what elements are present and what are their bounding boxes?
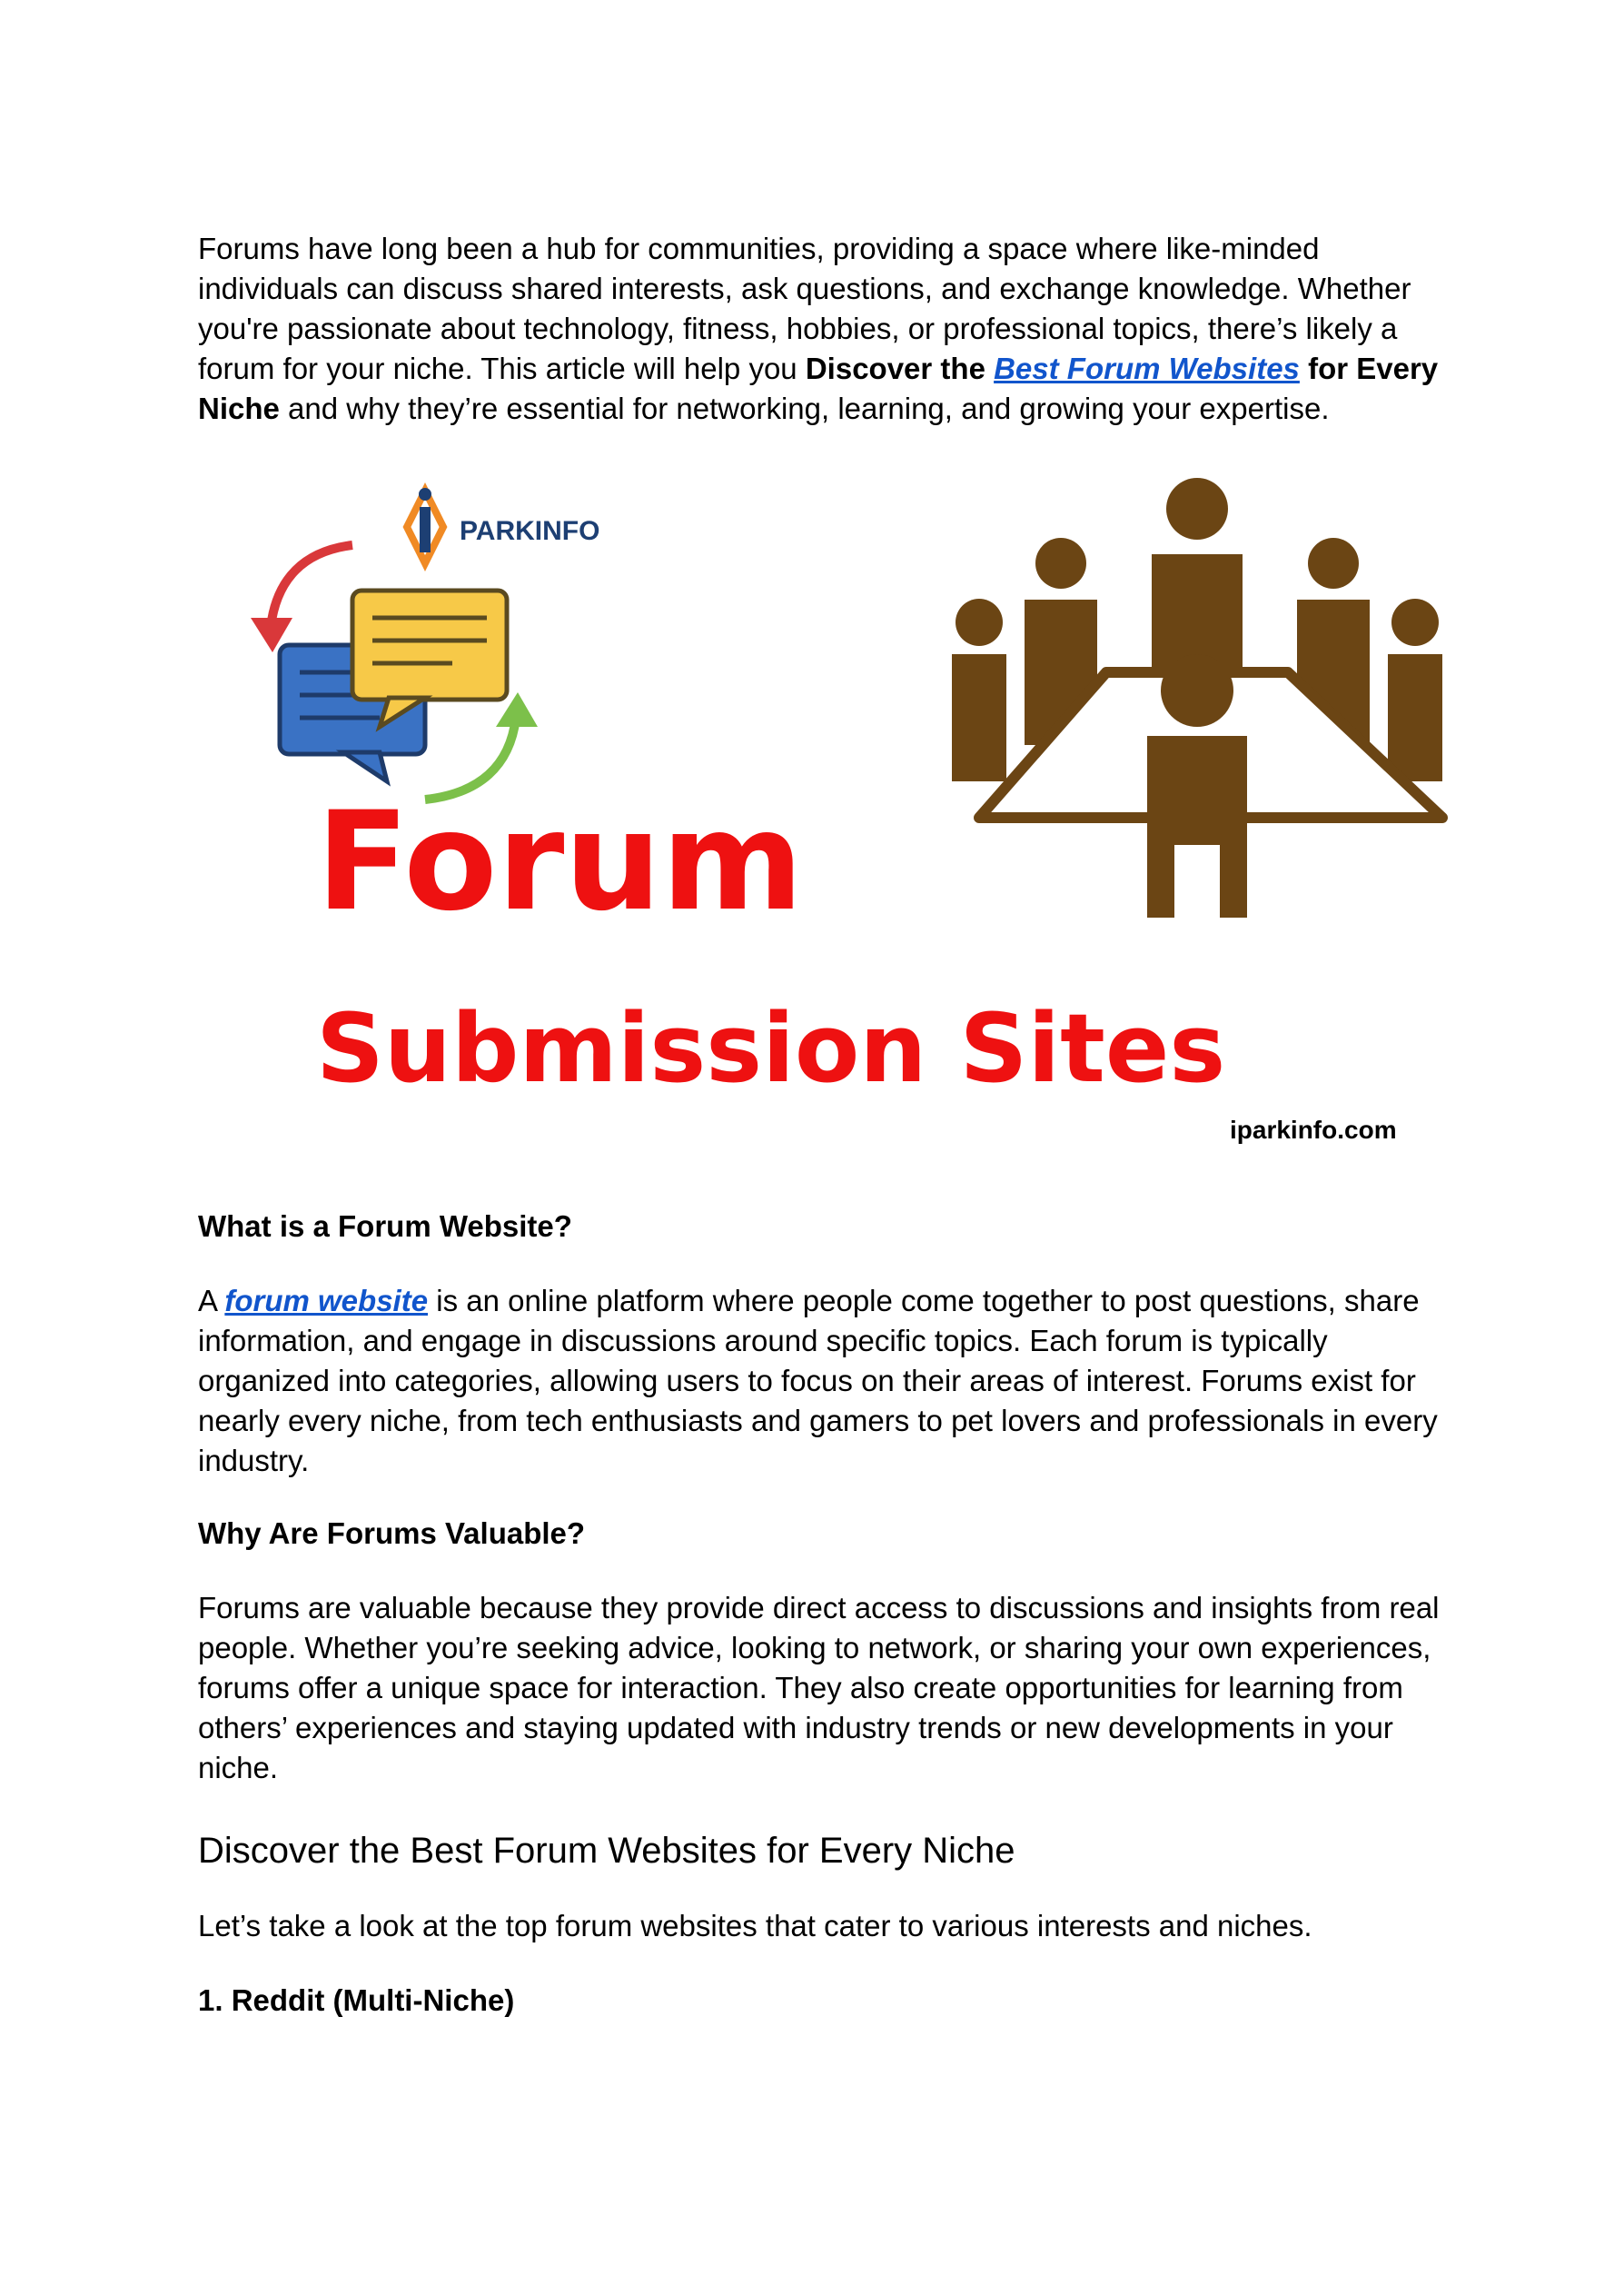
discover-intro-paragraph: Let’s take a look at the top forum websites that cater to various interests and niches. [198,1909,1312,1942]
intro-bold-lead: Discover the [805,352,995,385]
reddit-heading: 1. Reddit (Multi-Niche) [198,1983,515,2017]
brand-name: PARKINFO [460,516,600,546]
discover-best-forums-heading: Discover the Best Forum Websites for Every Niche [198,1831,1015,1871]
forum-website-link[interactable]: forum website [224,1284,429,1317]
parkinfo-logo-icon [407,488,599,563]
what-is-forum-heading: What is a Forum Website? [198,1209,572,1243]
banner-title-submission-sites: Submission Sites [316,993,1226,1104]
what-is-forum-paragraph [198,1281,1442,1481]
why-forums-valuable-heading: Why Are Forums Valuable? [198,1516,586,1550]
chat-bubbles-icon [251,545,538,800]
banner-site-url: iparkinfo.com [1230,1116,1397,1144]
intro-paragraph [198,229,1442,429]
best-forum-websites-link[interactable]: Best Forum Websites [994,352,1300,385]
meeting-people-icon [952,478,1442,918]
what-text-rest: is an online platform where people come together to post questions, share information, and engage in discussions around specific topics. Each forum is typically organized into categories, allowing users to focus on their areas of interest. Forums exist for nearly every niche, from tech enthusiasts and gamers to pet lovers and professionals in every industry. [198,1284,1438,1477]
intro-bold-tail: for Every Niche [198,352,1439,425]
intro-text: Forums have long been a hub for communities, providing a space where like-minded individuals can discuss shared interests, ask questions, and exchange knowledge. Whether you're passionate about technology, fitness, hobbies, or professional topics, there’s likely a forum for your niche. This article will help you [198,232,1411,385]
forum-submission-banner [234,454,1451,1181]
what-text-start: A [198,1284,225,1317]
banner-title-forum: Forum [316,783,804,941]
why-forums-valuable-paragraph: Forums are valuable because they provide direct access to discussions and insights from real people. Whether you’re seeking advice, looking to network, or sharing your own experiences, forums offer a unique space for interaction. They also create opportunities for learning from others’ experiences and staying updated with industry trends or new developments in your niche. [198,1591,1440,1784]
intro-text-end: and why they’re essential for networking, learning, and growing your expertise. [279,392,1330,425]
